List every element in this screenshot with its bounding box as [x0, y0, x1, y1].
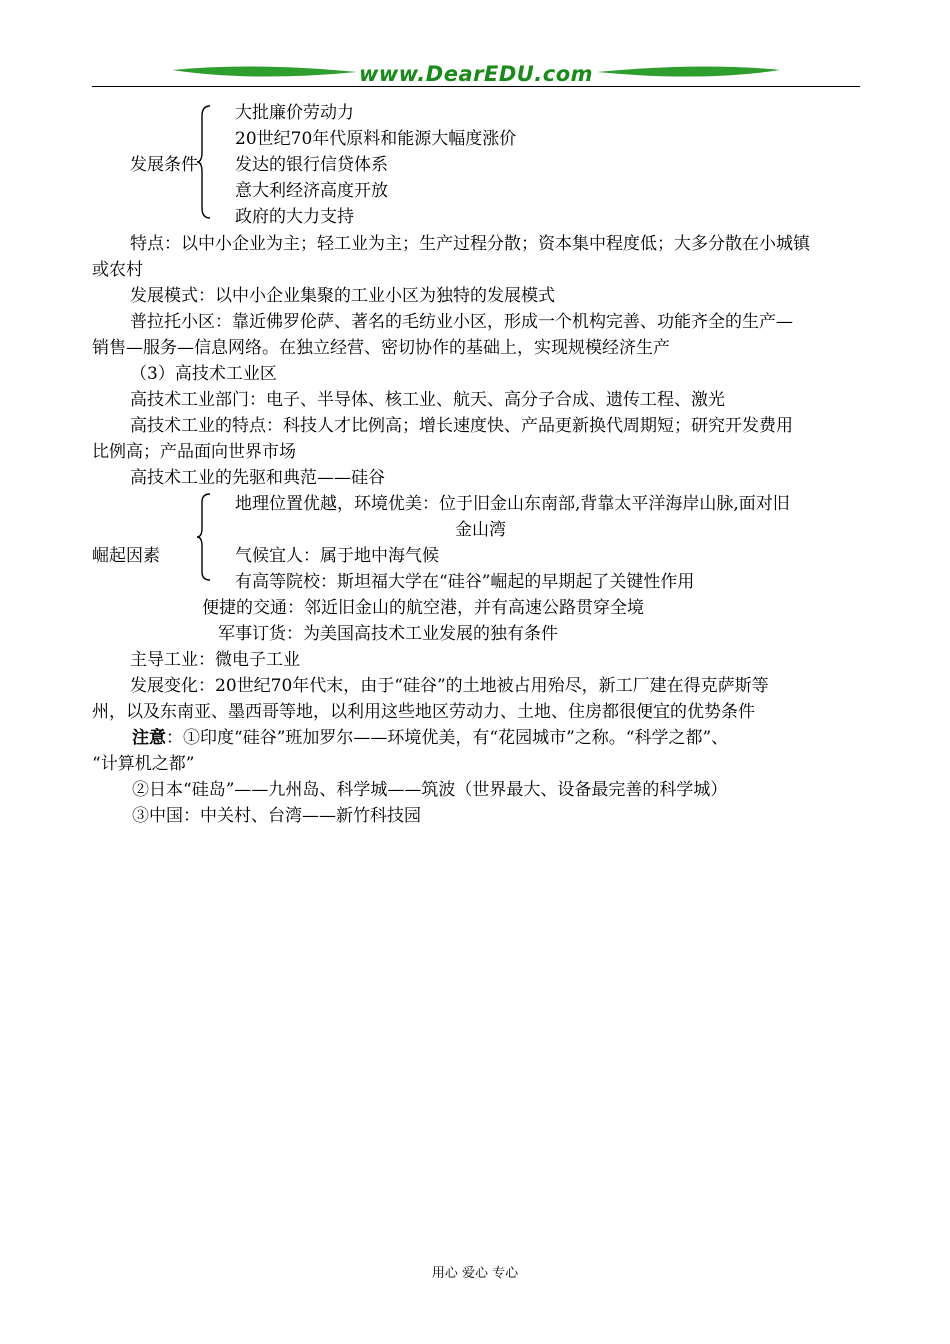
pioneer-line: 高技术工业的先驱和典范——硅谷: [130, 468, 385, 488]
rise-item: 有高等院校：斯坦福大学在“硅谷”崛起的早期起了关键性作用: [235, 572, 695, 592]
rise-item: 地理位置优越，环境优美：位于旧金山东南部,背靠太平洋海岸山脉,面对旧: [235, 494, 790, 514]
change-line: 州，以及东南亚、墨西哥等地，以利用这些地区劳动力、土地、住房都很便宜的优势条件: [92, 702, 755, 722]
note-line: “计算机之都”: [92, 754, 195, 774]
note-line: [132, 726, 728, 750]
conditions-brace: [196, 104, 214, 220]
site-name: www.DearEDU.com: [358, 62, 594, 86]
rise-label: 崛起因素: [92, 546, 160, 566]
condition-item: 意大利经济高度开放: [235, 181, 388, 201]
rise-brace: [196, 492, 214, 582]
conditions-label: 发展条件: [130, 155, 198, 175]
rise-item: 军事订货：为美国高技术工业发展的独有条件: [218, 624, 558, 644]
note-label: 注意: [132, 728, 166, 748]
note-line: ②日本“硅岛”——九州岛、科学城——筑波（世界最大、设备最完善的科学城）: [132, 780, 728, 800]
hitech-features-line: 比例高；产品面向世界市场: [92, 442, 296, 462]
rise-item: 便捷的交通：邻近旧金山的航空港，并有高速公路贯穿全境: [202, 598, 644, 618]
condition-item: 发达的银行信贷体系: [235, 155, 388, 175]
leading-industry: 主导工业：微电子工业: [130, 650, 300, 670]
development-mode: 发展模式：以中小企业集聚的工业小区为独特的发展模式: [130, 286, 555, 306]
prato-line: 销售—服务—信息网络。在独立经营、密切协作的基础上，实现规模经济生产: [92, 338, 670, 358]
rise-item: 气候宜人：属于地中海气候: [235, 546, 439, 566]
change-line: 发展变化：20世纪70年代末，由于“硅谷”的土地被占用殆尽，新工厂建在得克萨斯等: [130, 676, 769, 696]
note-text: ：①印度“硅谷”班加罗尔——环境优美，有“花园城市”之称。“科学之都”、: [166, 728, 729, 748]
features-line: 或农村: [92, 260, 143, 280]
hitech-sectors: 高技术工业部门：电子、半导体、核工业、航天、高分子合成、遗传工程、激光: [130, 390, 725, 410]
page-footer: 用心 爱心 专心: [431, 1266, 519, 1281]
condition-item: 政府的大力支持: [235, 207, 354, 227]
condition-item: 20世纪70年代原料和能源大幅度涨价: [235, 129, 517, 149]
condition-item: 大批廉价劳动力: [235, 103, 354, 123]
rise-item: 金山湾: [455, 520, 506, 540]
features-line: 特点：以中小企业为主；轻工业为主；生产过程分散；资本集中程度低；大多分散在小城镇: [130, 234, 810, 254]
prato-line: 普拉托小区：靠近佛罗伦萨、著名的毛纺业小区，形成一个机构完善、功能齐全的生产—: [130, 312, 793, 332]
header-rule: [92, 86, 860, 87]
note-line: ③中国：中关村、台湾——新竹科技园: [132, 806, 421, 826]
section-heading: （3）高技术工业区: [130, 364, 277, 384]
hitech-features-line: 高技术工业的特点：科技人才比例高；增长速度快、产品更新换代周期短；研究开发费用: [130, 416, 793, 436]
